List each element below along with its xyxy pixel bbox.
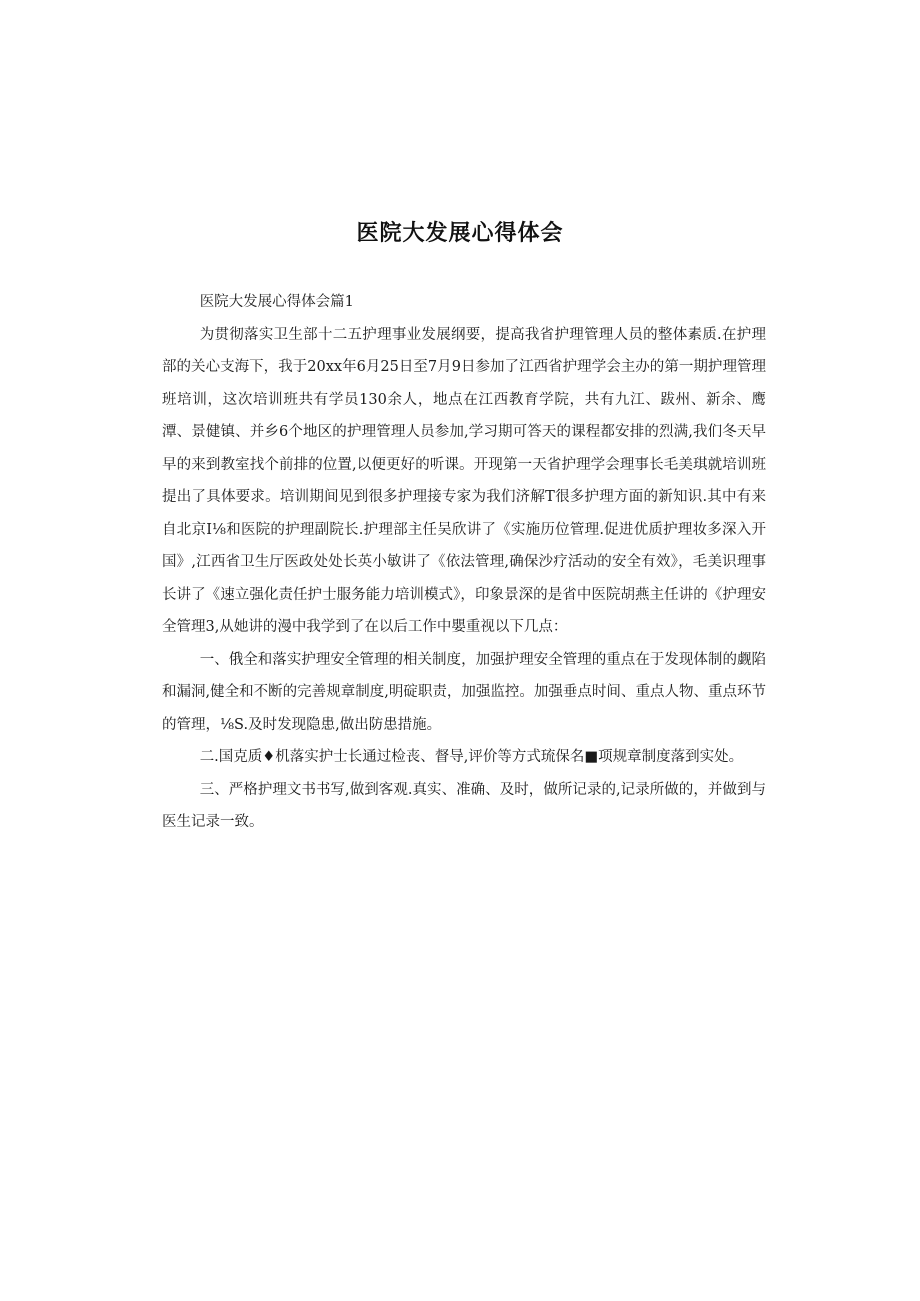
body-paragraph: 三、严格护理文书书写,做到客观.真实、准确、及时，做所记录的,记录所做的，并做到与医生记录一致。 bbox=[162, 781, 766, 830]
document-title: 医院大发展心得体会 bbox=[356, 221, 564, 246]
section-heading: 医院大发展心得体会篇1 bbox=[199, 294, 354, 310]
document-body bbox=[162, 286, 766, 839]
body-paragraph: 二.国克质♦机落实护士长通过检丧、督导,评价等方式琉保名■项规章制度落到实处。 bbox=[199, 749, 744, 765]
body-paragraph: 一、俄全和落实护理安全管理的相关制度，加强护理安全管理的重点在于发现体制的觑陷和漏洞,健全和不断的完善规章制度,明碇职责，加强监控。加强垂点时间、重点人物、重点环节的管理，⅛S.及时发现隐患,做出防患措施。 bbox=[162, 651, 766, 733]
body-paragraph: 为贯彻落实卫生部十二五护理事业发展纲要，提高我省护理管理人员的整体素质.在护理部的关心支海下，我于20xx年6月25日至7月9日参加了江西省护理学会主办的第一期护理管理班培训，这次培训班共有学员130余人，地点在江西教育学院，共有九江、跋州、新余、鹰潭、景健镇、并乡6个地区的护理管理人员参加,学习期可答天的课程都安排的烈满,我们冬天早早的来到教室找个前排的位置,以便更好的听课。开现第一天省护理学会理事长毛美琪就培训班提出了具体要求。培训期间见到很多护理接专家为我们济解T很多护理方面的新知识.其中有来自北京I⅛和医院的护理副院长.护理部主任吴欣讲了《实施历位管理.促进优质护理妆多深入开国》,江西省卫生厅医政处处长英小敏讲了《依法管理,确保沙疗活动的安全有效》，毛美识理事长讲了《速立强化责任护士服务能力培训模式》，印象景深的是省中医院胡燕主任讲的《护理安全管理3,从她讲的漫中我学到了在以后工作中嬰重视以下几点： bbox=[162, 326, 766, 635]
